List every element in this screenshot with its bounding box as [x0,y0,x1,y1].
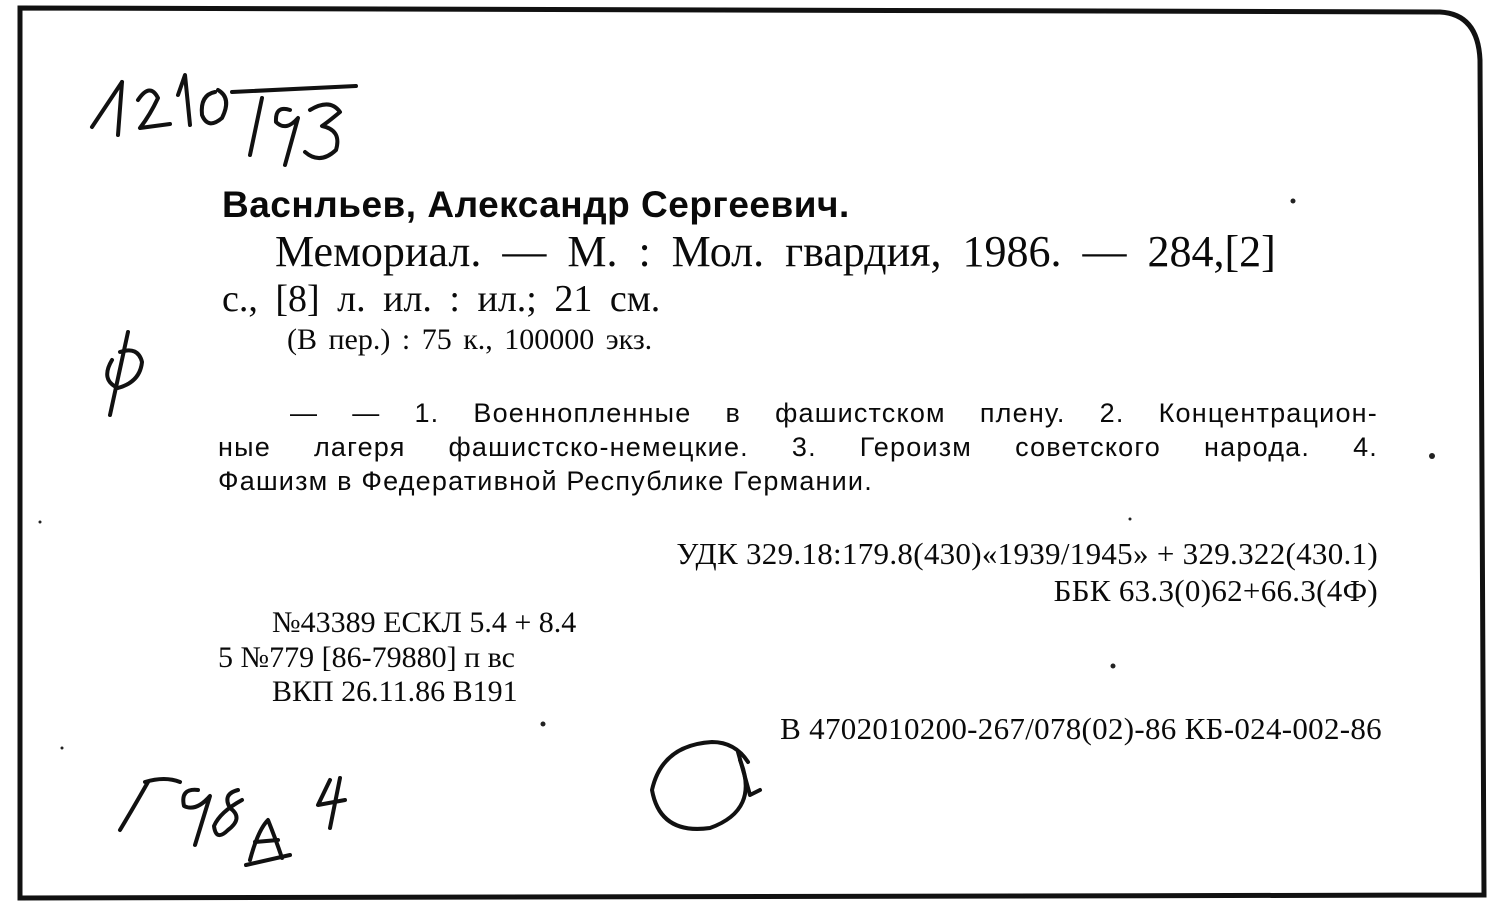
subject-line-3: Фашизм в Федеративной Республике Германии. [218,466,873,496]
subject-headings [218,396,1378,498]
subject-line-2: ные лагеря фашистско-немецкие. 3. Героизм советского народа. 4. [218,432,1378,462]
registration-line-2: 5 №779 [86-79880] п вс [218,641,515,674]
physical-description-line: с., [8] л. ил. : ил.; 21 см. [222,278,661,320]
author-heading: Васнльев, Александр Сергеевич. [222,184,850,225]
price-print-run-line: (В пер.) : 75 к., 100000 экз. [287,323,653,356]
registration-line-3: ВКП 26.11.86 В191 [272,675,518,708]
bbk-classification: ББК 63.3(0)62+66.3(4Ф) [1053,573,1378,608]
registration-line-1: №43389 ЕСКЛ 5.4 + 8.4 [272,606,577,639]
title-publication-line: Мемориал. — М. : Мол. гвардия, 1986. — 284,[2] [275,227,1276,276]
udk-classification: УДК 329.18:179.8(430)«1939/1945» + 329.322(430.1) [676,536,1378,571]
subject-line-1: — — 1. Военнопленные в фашистском плену. 2. Концентрацион- [290,398,1378,428]
index-code-line: В 4702010200-267/078(02)-86 КБ-024-002-86 [780,711,1382,746]
